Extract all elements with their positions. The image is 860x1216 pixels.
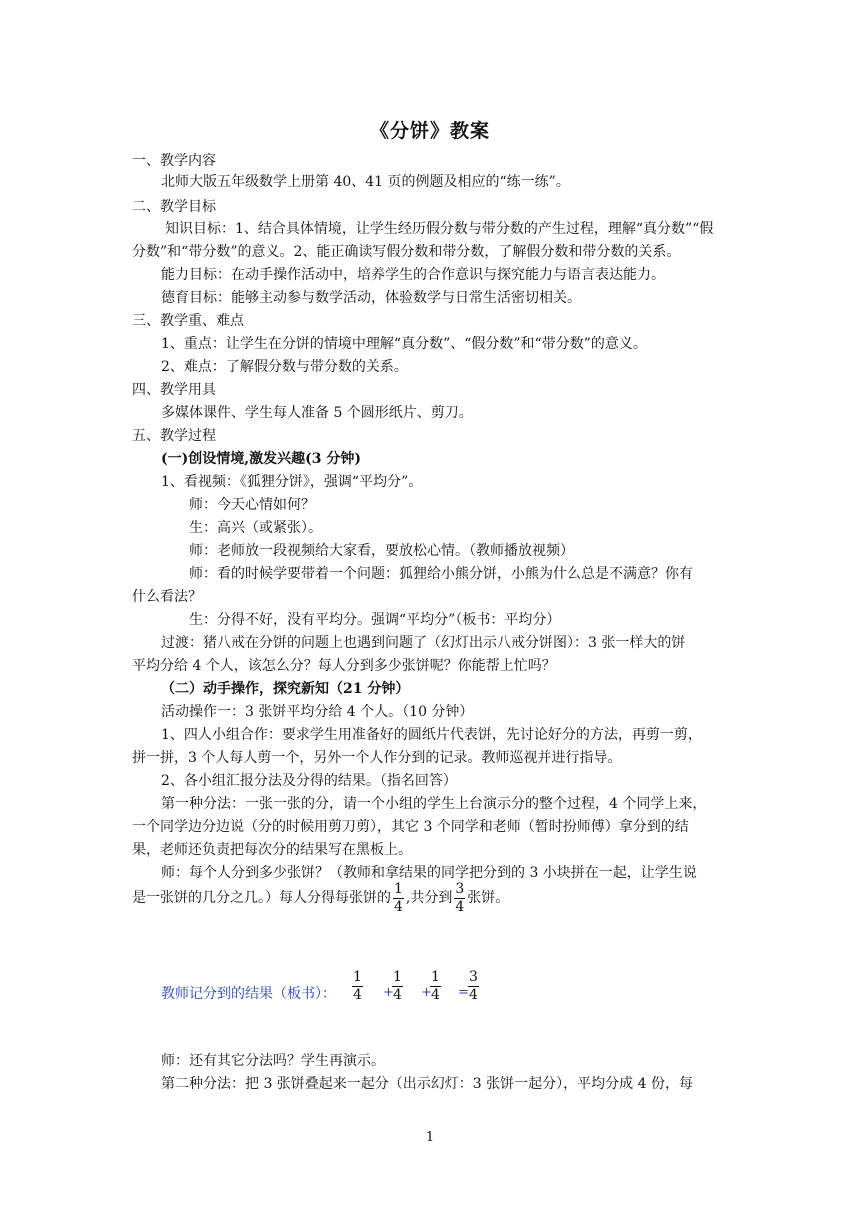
subsection-heading: （二）动手操作，探究新知（21 分钟） [161, 681, 410, 697]
plus-sign: + [421, 985, 432, 1000]
paragraph: 分数”和“带分数”的意义。2、能正确读写假分数和带分数，了解假分数和带分数的关系。 [132, 244, 681, 260]
fraction-denominator: 4 [394, 898, 403, 915]
fraction-denominator: 4 [455, 898, 465, 915]
paragraph: 2、各小组汇报分法及分得的结果。（指名回答） [161, 773, 457, 789]
fraction-numerator: 3 [469, 969, 478, 985]
paragraph: 一个同学边分边说（分的时候用剪刀剪），其它 3 个同学和老师（暂时扮师傅）拿分到的结 [132, 819, 689, 835]
section-heading-focus: 三、教学重、难点 [132, 313, 244, 329]
board-fraction-2 [390, 970, 405, 1003]
paragraph: 平均分给 4 个人，该怎么分？每人分到多少张饼呢？你能帮上忙吗？ [132, 658, 556, 674]
section-heading-goals: 二、教学目标 [132, 199, 216, 215]
paragraph: 果，老师还负责把每次分的结果写在黑板上。 [132, 842, 412, 858]
paragraph: 北师大版五年级数学上册第 40、41 页的例题及相应的“练一练”。 [161, 174, 570, 190]
dialogue-line: 什么看法？ [132, 589, 202, 605]
fraction-three-quarters [468, 970, 479, 1003]
dialogue-line: 生：分得不好，没有平均分。强调“平均分”（板书：平均分） [189, 612, 561, 628]
fraction-three-quarters [454, 882, 465, 915]
fraction-one-quarter [352, 970, 363, 1003]
board-record-label: 教师记分到的结果（板书）： [161, 986, 336, 1002]
text-segment: 张饼。 [467, 890, 510, 906]
fraction-one-quarter [393, 882, 404, 915]
paragraph-with-fractions [132, 880, 509, 916]
fraction-numerator: 1 [353, 969, 362, 985]
page-title: 《分饼》教案 [369, 120, 490, 142]
text-segment: 是一张饼的几分之几。）每人分得每张饼的 [132, 890, 391, 906]
paragraph: 拼一拼，3 个人每人剪一个，另外一个人作分到的记录。教师巡视并进行指导。 [132, 750, 622, 766]
board-fraction-1 [350, 970, 365, 1003]
fraction-denominator: 4 [393, 987, 402, 1003]
fraction-denominator: 4 [431, 987, 440, 1003]
section-heading-content: 一、教学内容 [132, 153, 216, 169]
board-fraction-result [466, 970, 481, 1003]
section-heading-tools: 四、教学用具 [132, 382, 216, 398]
board-fraction-3 [428, 970, 443, 1003]
page-number: 1 [425, 1130, 435, 1145]
plus-sign: + [383, 985, 394, 1000]
equals-sign: = [458, 985, 469, 1000]
paragraph: 1、四人小组合作：要求学生用准备好的圆纸片代表饼，先讨论好分的方法，再剪一剪， [161, 727, 702, 743]
paragraph: 多媒体课件、学生每人准备 5 个圆形纸片、剪刀。 [161, 405, 473, 421]
fraction-one-quarter [392, 970, 403, 1003]
dialogue-line: 师：看的时候学要带着一个问题：狐狸给小熊分饼，小熊为什么总是不满意？你有 [189, 566, 693, 582]
section-heading-process: 五、教学过程 [132, 428, 216, 444]
paragraph: 过渡：猪八戒在分饼的问题上也遇到问题了（幻灯出示八戒分饼图）：3 张一样大的饼 [161, 635, 686, 651]
fraction-numerator: 1 [431, 969, 440, 985]
paragraph: 德育目标：能够主动参与数学活动，体验数学与日常生活密切相关。 [161, 290, 581, 306]
paragraph: 第二种分法：把 3 张饼叠起来一起分（出示幻灯：3 张饼一起分），平均分成 4 份，每 [161, 1076, 693, 1092]
paragraph: 2、难点：了解假分数与带分数的关系。 [161, 359, 408, 375]
paragraph: 知识目标：1、结合具体情境，让学生经历假分数与带分数的产生过程，理解“真分数”“假 [165, 221, 714, 237]
fraction-denominator: 4 [469, 987, 478, 1003]
fraction-numerator: 1 [394, 880, 403, 897]
paragraph: 师：还有其它分法吗？学生再演示。 [161, 1053, 385, 1069]
fraction-numerator: 3 [455, 880, 465, 897]
subsection-heading: (一)创设情境,激发兴趣(3 分钟) [161, 451, 361, 467]
dialogue-line: 师：今天心情如何？ [189, 497, 315, 513]
paragraph: 1、看视频：《狐狸分饼》，强调“平均分”。 [161, 474, 423, 490]
paragraph: 能力目标：在动手操作活动中，培养学生的合作意识与探究能力与语言表达能力。 [161, 267, 665, 283]
fraction-numerator: 1 [393, 969, 402, 985]
paragraph: 师：每个人分到多少张饼？（教师和拿结果的同学把分到的 3 小块拼在一起，让学生说 [161, 865, 697, 881]
dialogue-line: 师：老师放一段视频给大家看，要放松心情。（教师播放视频） [189, 543, 574, 559]
paragraph: 1、重点：让学生在分饼的情境中理解“真分数”、“假分数”和“带分数”的意义。 [161, 336, 647, 352]
fraction-denominator: 4 [353, 987, 362, 1003]
text-segment: ,共分到 [405, 890, 453, 906]
paragraph: 活动操作一：3 张饼平均分给 4 个人。（10 分钟） [161, 704, 474, 720]
dialogue-line: 生：高兴（或紧张）。 [189, 520, 322, 536]
fraction-one-quarter [430, 970, 441, 1003]
paragraph: 第一种分法：一张一张的分，请一个小组的学生上台演示分的整个过程，4 个同学上来， [161, 796, 707, 812]
